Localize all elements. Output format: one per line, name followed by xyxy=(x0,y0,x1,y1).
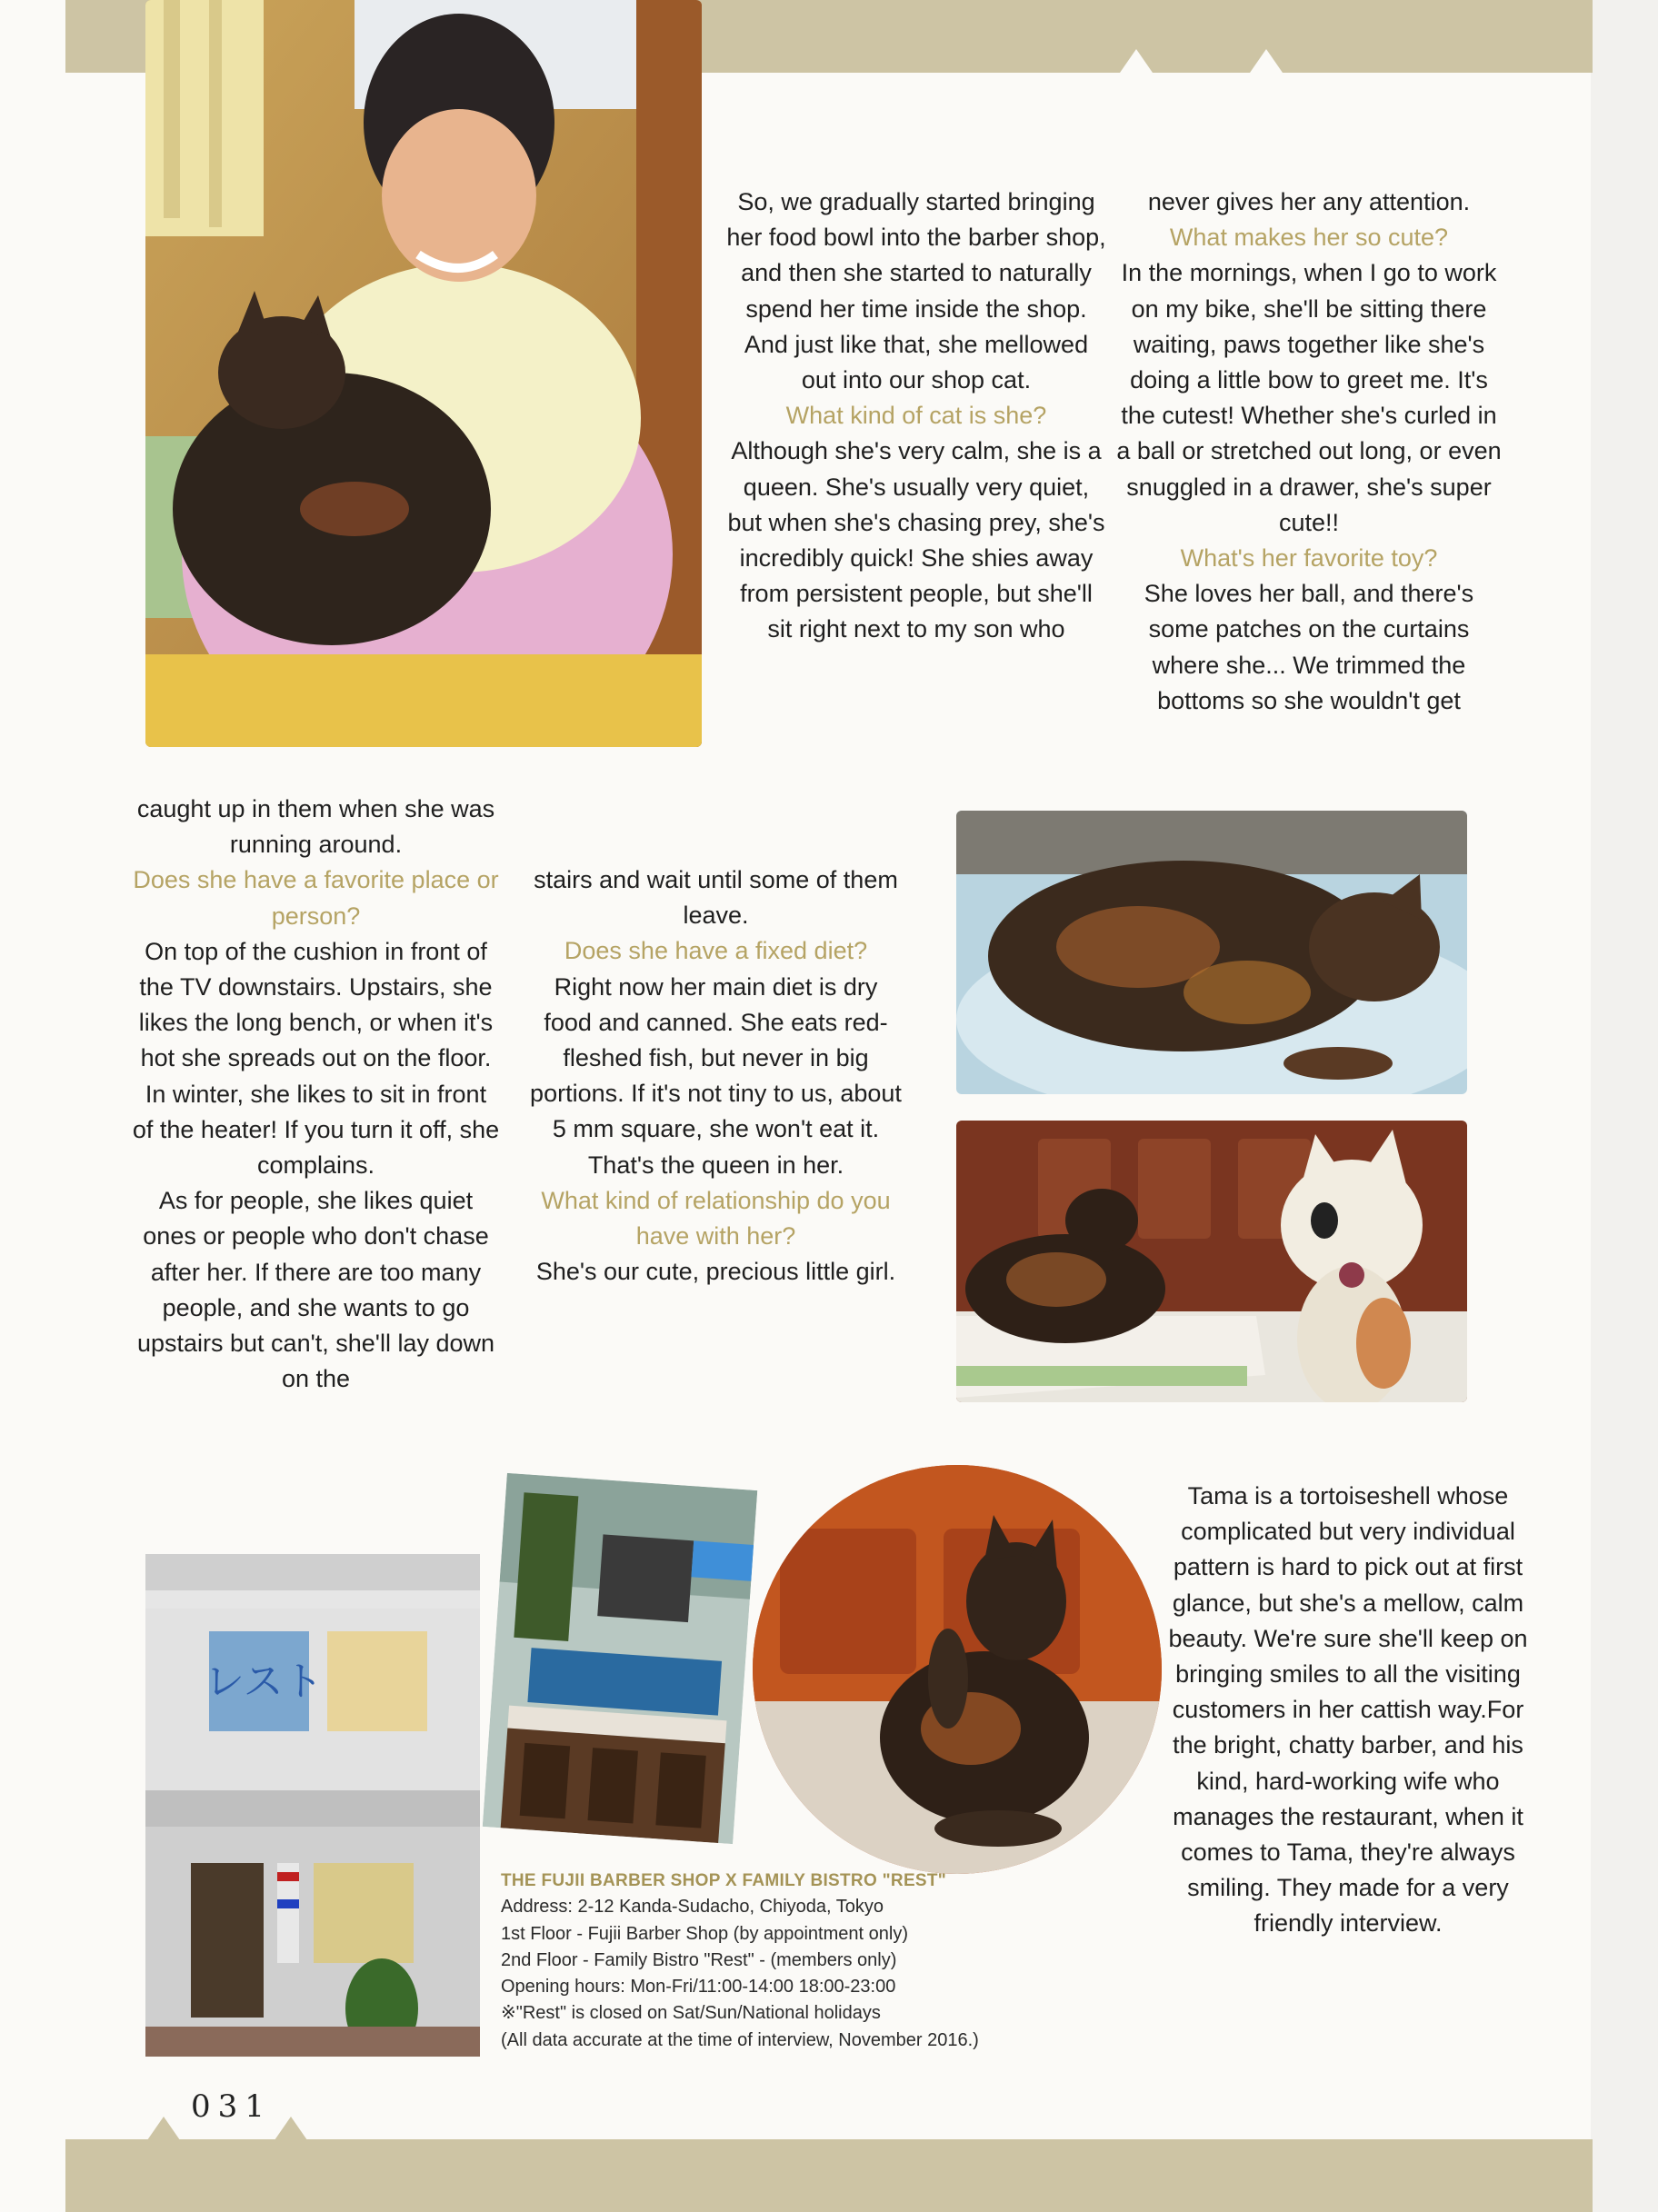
text-column xyxy=(1114,184,1504,719)
text-column xyxy=(725,184,1107,648)
band-notch xyxy=(1250,49,1283,73)
bottom-band xyxy=(65,2139,1593,2212)
shop-info-address: Address: 2-12 Kanda-Sudacho, Chiyoda, Tokyo xyxy=(501,1897,884,1918)
photo-bistro-interior-graphic xyxy=(483,1473,758,1844)
band-notch xyxy=(275,2117,307,2140)
question-heading: Does she have a favorite place or person? xyxy=(133,866,499,930)
photo-storefront xyxy=(145,1554,480,2057)
answer-text: Right now her main diet is dry food and canned. She eats red-fleshed fish, but never in big portions. If it's not tiny to us, about 5 mm square, she won't eat it. That's the queen in her. xyxy=(530,972,902,1179)
answer-text: She's our cute, precious little girl. xyxy=(535,1258,896,1286)
answer-text: On top of the cushion in front of the TV downstairs. Upstairs, she likes the long bench, or when it's hot she spreads out on the floor. In winter, she likes to sit in front of the heater! If you turn it off, she complains. xyxy=(132,937,500,1180)
question-heading: What's her favorite toy? xyxy=(1180,544,1438,573)
answer-text: So, we gradually started bringing her food bowl into the barber shop, and then she started to naturally spend her time inside the shop. And just like that, she mellowed out into our shop cat. xyxy=(726,188,1106,394)
text-column xyxy=(527,862,904,1290)
answer-text: She loves her ball, and there's some patches on the curtains where she... We trimmed the bottoms so she wouldn't get xyxy=(1144,580,1474,714)
photo-cat-circle xyxy=(753,1465,1162,1874)
shop-info-floor1: 1st Floor - Fujii Barber Shop (by appointment only) xyxy=(501,1923,908,1944)
shop-info-note: (All data accurate at the time of interview, November 2016.) xyxy=(501,2029,979,2050)
closing-paragraph xyxy=(1153,1479,1543,1942)
shop-info-floor2: 2nd Floor - Family Bistro "Rest" - (members only) xyxy=(501,1949,897,1970)
page-edge xyxy=(1591,0,1658,2212)
question-heading: What makes her so cute? xyxy=(1169,224,1449,252)
question-heading: What kind of relationship do you have with her? xyxy=(541,1186,891,1250)
photo-woman-holding-cat xyxy=(145,0,702,747)
shop-info-hours: Opening hours: Mon-Fri/11:00-14:00 18:00-23:00 xyxy=(501,1977,896,1998)
storefront-sign: レスト xyxy=(205,1659,324,1705)
closing-text: Tama is a tortoiseshell whose complicated but very individual pattern is hard to pick out at first glance, but she's a mellow, calm beauty. We're sure she'll keep on bringing smiles to all the visiting customers in her cattish way.For the bright, chatty barber, and his kind, hard-working wife who manages the restaurant, when it comes to Tama, they're always smiling. They made for a very friendly interview. xyxy=(1168,1482,1528,1938)
text-column xyxy=(132,792,500,1397)
shop-info xyxy=(501,1868,1083,2054)
answer-text: caught up in them when she was running around. xyxy=(136,795,495,859)
shop-info-closed: ※"Rest" is closed on Sat/Sun/National holidays xyxy=(501,2003,881,2024)
page-number: 031 xyxy=(191,2088,272,2125)
answer-text: never gives her any attention. xyxy=(1147,188,1471,215)
band-notch xyxy=(1120,49,1153,73)
answer-text: In the mornings, when I go to work on my bike, she'll be sitting there waiting, paws together like she's doing a little bow to greet me. It's the cutest! Whether she's curled in a ball or stretched out long, or even snuggled in a drawer, she's super cute!! xyxy=(1116,259,1502,536)
photo-cat-with-plush-toy xyxy=(956,1121,1467,1402)
answer-text: stairs and wait until some of them leave. xyxy=(534,866,898,930)
photo-woman-holding-cat-graphic xyxy=(145,0,702,747)
photo-cat-with-plush-toy-graphic xyxy=(956,1121,1467,1402)
photo-sleeping-cat-graphic xyxy=(956,811,1467,1094)
answer-text: Although she's very calm, she is a queen. She's usually very quiet, but when she's chasing prey, she's incredibly quick! She shies away from persistent people, but she'll sit right next to my son who xyxy=(727,437,1105,643)
question-heading: Does she have a fixed diet? xyxy=(564,937,868,965)
shop-info-title: THE FUJII BARBER SHOP X FAMILY BISTRO "REST" xyxy=(501,1871,947,1890)
photo-sleeping-cat xyxy=(956,811,1467,1094)
photo-cat-circle-graphic xyxy=(753,1465,1162,1874)
question-heading: What kind of cat is she? xyxy=(785,402,1047,430)
band-notch xyxy=(147,2117,180,2140)
photo-storefront-graphic xyxy=(145,1554,480,2057)
photo-bistro-interior xyxy=(483,1473,758,1844)
answer-text: As for people, she likes quiet ones or people who don't chase after her. If there are too many people, and she wants to go upstairs but can't, she'll lay down on the xyxy=(136,1187,495,1393)
